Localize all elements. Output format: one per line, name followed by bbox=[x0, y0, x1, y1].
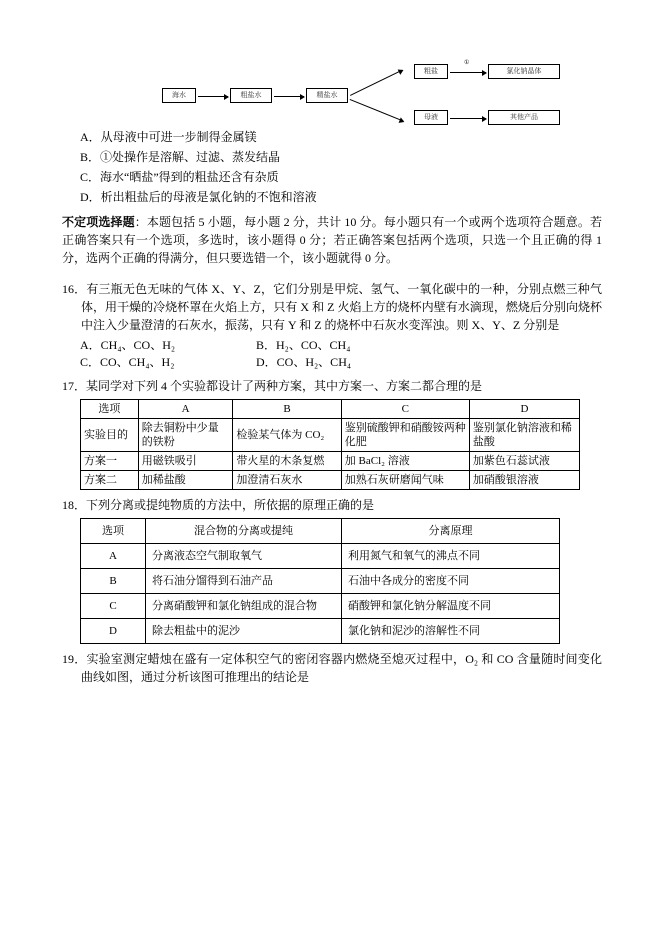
q18-table bbox=[80, 518, 560, 644]
q17-header-option: 选项 bbox=[81, 400, 139, 419]
table-row bbox=[81, 452, 580, 471]
q17-header-c: C bbox=[341, 400, 469, 419]
table-row bbox=[81, 519, 560, 544]
flow-node-mother-liquor bbox=[414, 110, 448, 125]
q17-row-label-plan1: 方案一 bbox=[81, 452, 139, 471]
table-row bbox=[81, 419, 580, 452]
q17-cell-plan1-a: 用磁铁吸引 bbox=[138, 452, 233, 471]
q15-option-c: C．海水“晒盐”得到的粗盐还含有杂质 bbox=[80, 170, 279, 184]
q18-number: 18． bbox=[62, 498, 87, 512]
table-row bbox=[81, 594, 560, 619]
flow-arrow-4 bbox=[450, 118, 486, 119]
q18-row-d-method: 除去粗盐中的泥沙 bbox=[145, 619, 341, 644]
flow-node-other-products bbox=[488, 110, 560, 125]
q18-row-b-label: B bbox=[81, 569, 146, 594]
q18-header-method: 混合物的分离或提纯 bbox=[145, 519, 341, 544]
q17-header-d: D bbox=[469, 400, 579, 419]
q17-cell-purpose-b: 检验某气体为 CO₂ bbox=[233, 419, 341, 452]
q16-number: 16． bbox=[62, 282, 87, 296]
q18-row-a-method: 分离液态空气制取氧气 bbox=[145, 544, 341, 569]
flow-arrow-2 bbox=[274, 96, 304, 97]
q18-row-d-label: D bbox=[81, 619, 146, 644]
q18-row-a-label: A bbox=[81, 544, 146, 569]
q17-cell-plan2-c: 加熟石灰研磨闻气味 bbox=[341, 471, 469, 490]
flow-arrow-3 bbox=[450, 72, 486, 73]
flow-arrow-1 bbox=[198, 96, 228, 97]
q17-stem: 某同学对下列 4 个实验都设计了两种方案，其中方案一、方案二都合理的是 bbox=[86, 379, 483, 393]
question-19 bbox=[62, 650, 602, 686]
flow-node-crude-salt bbox=[414, 64, 448, 79]
flow-arrow-branch-down bbox=[350, 99, 404, 122]
q16-option-c: C．CO、CH₄、H₂ bbox=[80, 355, 175, 369]
flow-node-nacl-crystal bbox=[488, 64, 560, 79]
q19-number: 19． bbox=[62, 652, 87, 666]
instruction-text: ：本题包括 5 小题，每小题 2 分，共计 10 分。每小题只有一个或两个选项符合题意。若正确答案只有一个选项，多选时，该小题得 0 分；若正确答案包括两个选项，只选一个且正确的得 1 分，选两个正确的得满分，但只要选错一个，该小题就得 0 分。 bbox=[62, 215, 602, 265]
q17-cell-purpose-d: 鉴别氯化钠溶液和稀盐酸 bbox=[469, 419, 579, 452]
q18-stem: 下列分离或提纯物质的方法中，所依据的原理正确的是 bbox=[86, 498, 375, 512]
q17-header-a: A bbox=[138, 400, 233, 419]
q17-number: 17． bbox=[62, 379, 87, 393]
q17-row-label-plan2: 方案二 bbox=[81, 471, 139, 490]
table-row bbox=[81, 569, 560, 594]
flow-node-label: 精盐水 bbox=[316, 91, 338, 99]
table-row bbox=[81, 544, 560, 569]
table-row bbox=[81, 619, 560, 644]
process-flow-diagram bbox=[62, 56, 602, 126]
flow-node-label: 粗盐 bbox=[424, 67, 438, 75]
flow-node-brine bbox=[230, 88, 272, 103]
flow-node-label: 其他产品 bbox=[510, 113, 538, 121]
q18-row-c-principle: 硝酸钾和氯化钠分解温度不同 bbox=[342, 594, 560, 619]
flow-node-label: 海水 bbox=[172, 91, 186, 99]
instruction-heading: 不定项选择题 bbox=[62, 215, 135, 229]
table-row bbox=[81, 400, 580, 419]
question-18 bbox=[62, 496, 602, 514]
q18-header-principle: 分离原理 bbox=[342, 519, 560, 544]
section-instruction bbox=[62, 213, 602, 267]
q17-row-label-purpose: 实验目的 bbox=[81, 419, 139, 452]
q16-option-a: A．CH₄、CO、H₂ bbox=[80, 338, 176, 352]
q18-header-option: 选项 bbox=[81, 519, 146, 544]
q16-options-row-2 bbox=[80, 354, 602, 371]
q17-cell-plan1-c: 加 BaCl₂ 溶液 bbox=[341, 452, 469, 471]
q18-row-c-label: C bbox=[81, 594, 146, 619]
q18-row-c-method: 分离硝酸钾和氯化钠组成的混合物 bbox=[145, 594, 341, 619]
q17-cell-plan2-a: 加稀盐酸 bbox=[138, 471, 233, 490]
flow-node-label: 氯化钠晶体 bbox=[506, 67, 542, 75]
q16-option-b: B．H₂、CO、CH₄ bbox=[256, 338, 351, 352]
q17-cell-plan1-d: 加紫色石蕊试液 bbox=[469, 452, 579, 471]
q16-options-row-1 bbox=[80, 337, 602, 354]
q17-cell-purpose-a: 除去铜粉中少量的铁粉 bbox=[138, 419, 233, 452]
q18-row-d-principle: 氯化钠和泥沙的溶解性不同 bbox=[342, 619, 560, 644]
q17-header-b: B bbox=[233, 400, 341, 419]
q19-stem: 实验室测定蜡烛在盛有一定体积空气的密闭容器内燃烧至熄灭过程中，O₂ 和 CO 含量随时间变化曲线如图，通过分析该图可推理出的结论是 bbox=[81, 652, 602, 684]
q16-stem: 有三瓶无色无味的气体 X、Y、Z，它们分别是甲烷、氢气、一氧化碳中的一种，分别点燃三种气体，用干燥的冷烧杯罩在火焰上方，只有 X 和 Z 火焰上方的烧杯内壁有水滴现，燃烧后分别向烧杯中注入少量澄清的石灰水，振荡，只有 Y 和 Z 的烧杯中石灰水变浑浊。则 X、Y、Z 分别是 bbox=[81, 282, 602, 332]
q18-row-a-principle: 利用氮气和氧气的沸点不同 bbox=[342, 544, 560, 569]
q18-row-b-principle: 石油中各成分的密度不同 bbox=[342, 569, 560, 594]
flow-step-marker: ① bbox=[464, 60, 470, 66]
q15-option-a: A．从母液中可进一步制得金属镁 bbox=[80, 130, 257, 144]
question-16 bbox=[62, 280, 602, 334]
q15-option-d: D．析出粗盐后的母液是氯化钠的不饱和溶液 bbox=[80, 190, 317, 204]
flow-node-refined-brine bbox=[306, 88, 348, 103]
page-content bbox=[62, 56, 602, 689]
question-17 bbox=[62, 377, 602, 395]
q16-option-d: D．CO、H₂、CH₄ bbox=[256, 355, 352, 369]
q17-cell-plan2-d: 加硝酸银溶液 bbox=[469, 471, 579, 490]
table-row bbox=[81, 471, 580, 490]
q15-option-b: B．①处操作是溶解、过滤、蒸发结晶 bbox=[80, 150, 281, 164]
q17-cell-plan2-b: 加澄清石灰水 bbox=[233, 471, 341, 490]
q17-cell-plan1-b: 带火星的木条复燃 bbox=[233, 452, 341, 471]
flow-node-seawater bbox=[162, 88, 196, 103]
q17-cell-purpose-c: 鉴别硫酸钾和硝酸铵两种化肥 bbox=[341, 419, 469, 452]
flow-node-label: 母液 bbox=[424, 113, 438, 121]
flow-node-label: 粗盐水 bbox=[240, 91, 262, 99]
flow-arrow-branch-up bbox=[350, 70, 403, 96]
q18-row-b-method: 将石油分馏得到石油产品 bbox=[145, 569, 341, 594]
q17-table bbox=[80, 399, 580, 490]
